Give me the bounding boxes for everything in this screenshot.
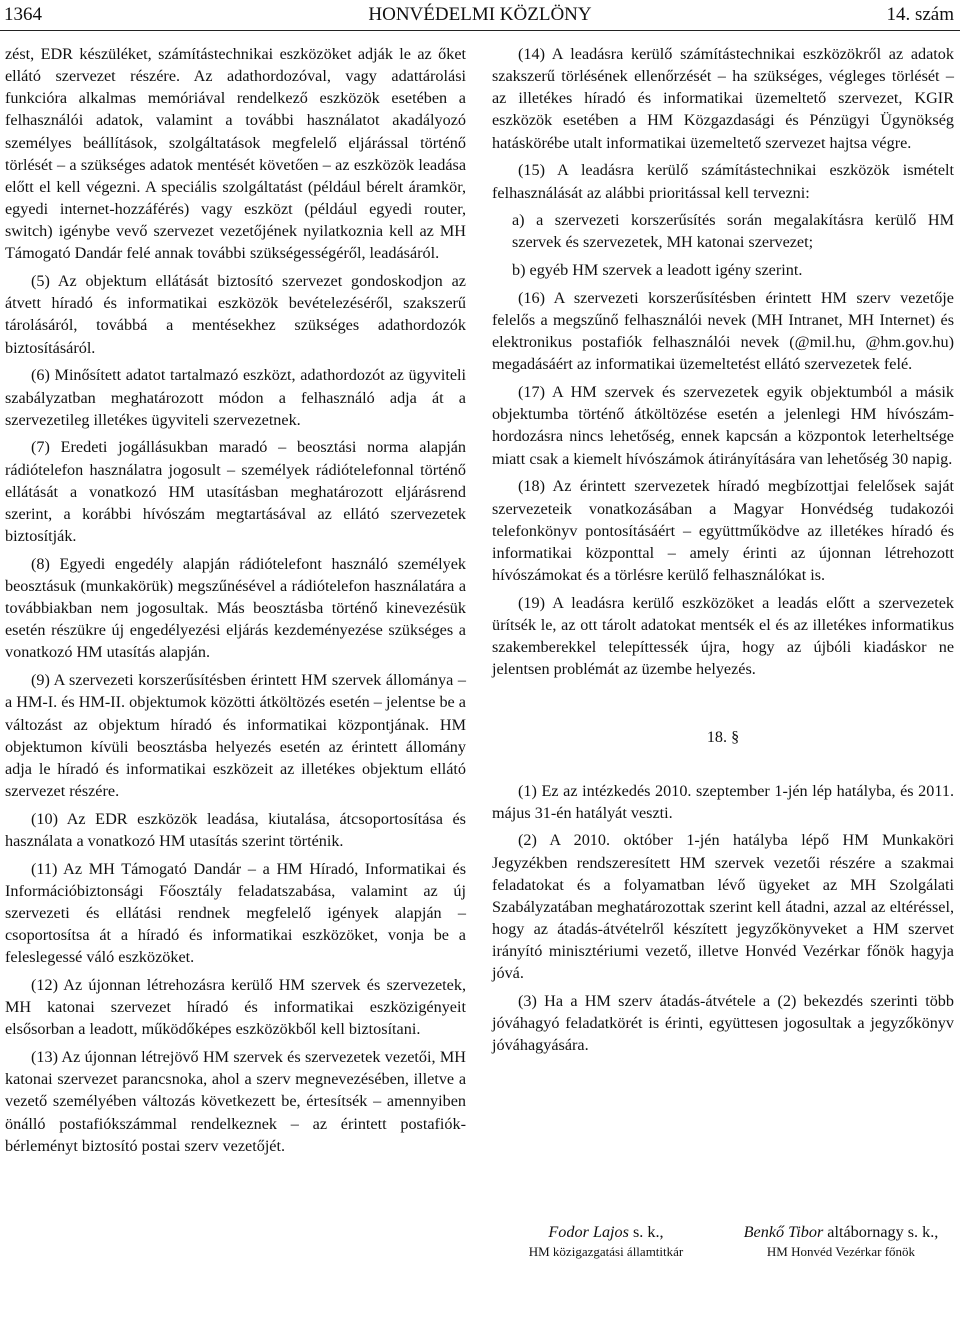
signature-1 — [508, 1221, 704, 1261]
list-item-b: b) egyéb HM szervek a leadott igény szerint. — [512, 261, 803, 280]
paragraph-19: (19) A leadásra kerülő eszközöket a leadás előtt a szervezetek ürítsék le, az ott tárolt adatokat mentsék el és az illetékes informatikus szakemberekkel telepíttessék újra, hogy az újbóli kiadáskor ne jelentsen problémát az üzembe helyezés. — [492, 593, 954, 679]
section-paragraph-1: (1) Ez az intézkedés 2010. szeptember 1-jén lép hatályba, és 2011. május 31-én hatályát veszti. — [492, 781, 954, 822]
signature-2-title: HM Honvéd Vezérkar főnök — [766, 1244, 916, 1259]
left-column — [5, 43, 466, 1162]
paragraph-7: (7) Eredeti jogállásukban maradó – beosztási norma alapján rádiótelefon használatra jogosult – személyek rádiótelefonnal történő ellátását a vonatkozó HM utasításban meghatározott eljárásrend szerint, a korábbi hívószám megtartásával az ellátó szervezetek biztosítják. — [5, 438, 466, 546]
section-paragraph-3: (3) Ha a HM szerv átadás-átvétele a (2) bekezdés szerinti több jóváhagyó feladatkörét is érinti, együttesen jogosultak a jegyzőkönyv jóváhagyására. — [492, 992, 954, 1055]
paragraph-15: (15) A leadásra kerülő számítástechnikai eszközök ismételt felhasználását az alábbi prioritással kell tervezni: — [492, 161, 954, 202]
paragraph-5: (5) Az objektum ellátását biztosító szervezet gondoskodjon az átvett híradó és informatikai eszközök bevételezéséről, szakszerű tárolásáról, továbbá a mentésekhez szükséges adathordozók biztosításáról. — [5, 272, 466, 357]
section-paragraph-2: (2) A 2010. október 1-jén hatályba lépő HM Munkaköri Jegyzékben rendszeresített HM szervek vezetői részére a szakmai feladatokat és a folyamatban lévő ügyeket az MH Szolgálati Szabályzatában meghatározottak szerint kell átadni, azzal az eltéréssel, hogy az átadás-átvételről készített jegyzőkönyveket a HM szervet irányító minisztériumi vezető, illetve Honvéd Vezérkar főnök hagyja jóvá. — [492, 831, 954, 983]
right-column — [492, 43, 954, 1062]
signature-1-title: HM közigazgatási államtitkár — [528, 1244, 684, 1259]
paragraph-17: (17) A HM szervek és szervezetek egyik objektumból a másik objektumba történő átköltözése esetén a jelenlegi HM hívószám-hordozásra nincs lehetőség, ennek kapcsán a központok leterheltsége miatt csak a kiemelt hívószámok átirányítására van lehetőség 30 napig. — [492, 383, 954, 468]
paragraph-6: (6) Minősített adatot tartalmazó eszközt, adathordozót az ügyviteli szabályzatban meghatározott módon a felhasználó adja át a szervezetileg illetékes ügyviteli szervezetnek. — [5, 366, 466, 429]
paragraph-continuation: zést, EDR készüléket, számítástechnikai eszközöket adják le az őket ellátó szervezet részére. Az adathordozóval, vagy adattárolási funkcióra alkalmas memóriával rendelkező eszközök esetében a felhasználói adatok, valamint a további használatot akadályozó személyes beállítások, szolgáltatások megfelelő eljárással történő törlését – a szükséges adatok mentését követően – az eszközök leadása előtt el kell végezni. A speciális szolgáltatást (például bérelt áramkör, egyedi internet-hozzáférés) vagy eszközt (például egyedi router, switch) igénybe vevő szervezet vezetőjének nyilatkoznia kell az MH Támogató Dandár felé annak további szükségességéről, leadásáról. — [5, 45, 466, 263]
signature-2-name: Benkő Tibor — [743, 1223, 824, 1241]
page-header — [0, 0, 960, 31]
paragraph-16: (16) A szervezeti korszerűsítésben érintett HM szerv vezetője felelős a megszűnő felhasználói nevek (MH Intranet, MH Internet) és elektronikus postafiók felhasználói nevek (@mil.hu, @hm.gov.hu) megadásáért az informatikai üzemeltetést ellátó szervezetek felé. — [492, 288, 954, 374]
signature-2 — [722, 1221, 960, 1261]
paragraph-11: (11) Az MH Támogató Dandár – a HM Híradó, Informatikai és Információbiztonsági Főosztály feladatszabása, valamint az új szervezeti és ellátási rendnek megfelelő igények alapján – csoportosítsa át a híradó és informatikai eszközöket, vonja be a feleslegessé váló eszközöket. — [5, 859, 466, 967]
signature-block — [508, 1221, 960, 1271]
paragraph-12: (12) Az újonnan létrehozásra kerülő HM szervek és szervezetek, MH katonai szervezet híradó és informatikai eszközigényeit elsősorban a leadott, működőképes eszközökből kell biztosítani. — [5, 976, 466, 1039]
signature-2-rank: altábornagy s. k., — [823, 1223, 939, 1241]
signature-1-rank: s. k., — [628, 1223, 664, 1241]
signature-1-name: Fodor Lajos — [548, 1223, 629, 1241]
section-number: 18. § — [706, 728, 740, 747]
paragraph-8: (8) Egyedi engedély alapján rádiótelefont használó személyek beosztásuk (munkakörük) megszűnésével a rádiótelefon használatára a továbbiakban nem jogosultak. Más beosztásba történő kinevezésük esetén részükre új engedélyezési eljárás kezdeményezése szükséges a vonatkozó HM utasítás alapján. — [5, 554, 466, 662]
list-item-a: a) a szervezeti korszerűsítés során megalakításra kerülő HM szervek és szervezetek, MH katonai szervezet; — [512, 211, 954, 252]
paragraph-13: (13) Az újonnan létrejövő HM szervek és szervezetek vezetői, MH katonai szervezet parancsnoka, ahol a szerv megnevezésében, illetve a vezető személyében változás következett be, értesítsék – amennyiben önálló postafiókszámmal rendelkeznek – az érintett postafiók-bérleményt biztosító postai szerv vezetőjét. — [5, 1048, 466, 1155]
issue-number: 14. szám — [886, 4, 954, 25]
page-number: 1364 — [4, 4, 42, 25]
paragraph-10: (10) Az EDR eszközök leadása, kiutalása, átcsoportosítása és használata a vonatkozó HM utasítás szerint történik. — [5, 809, 466, 850]
paragraph-14: (14) A leadásra kerülő számítástechnikai eszközökről az adatok szakszerű törlésének ellenőrzését – ha szükséges, végleges törlését – az illetékes híradó és informatikai üzemeltető szervezet, KGIR eszközök esetében a HM Közgazdasági és Pénzügyi Ügynökség hatáskörébe utalt informatikai üzemeltető szervezet hajtsa végre. — [492, 45, 954, 152]
journal-title: HONVÉDELMI KÖZLÖNY — [368, 4, 592, 25]
paragraph-18: (18) Az érintett szervezetek híradó megbízottjai felelősek saját szervezeteik vonatkozásában a Magyar Honvédség tudakozói telefonkönyv pontosításáért – együttműködve az illetékes híradó és informatikai központtal – amely érinti az újonnan létrehozott hívószámokat és a törlésre kerülő felhasználókat is. — [492, 477, 954, 584]
paragraph-9: (9) A szervezeti korszerűsítésben érintett HM szervek állománya – a HM-I. és HM-II. objektumok közötti átköltözés esetén – jelentse be a változást az objektum híradó és informatikai központjának. HM objektumon kívüli beosztásba helyezés esetén az érintett állomány adja le híradó és informatikai eszközeit az illetékes objektum ellátó szervezet részére. — [5, 671, 466, 800]
